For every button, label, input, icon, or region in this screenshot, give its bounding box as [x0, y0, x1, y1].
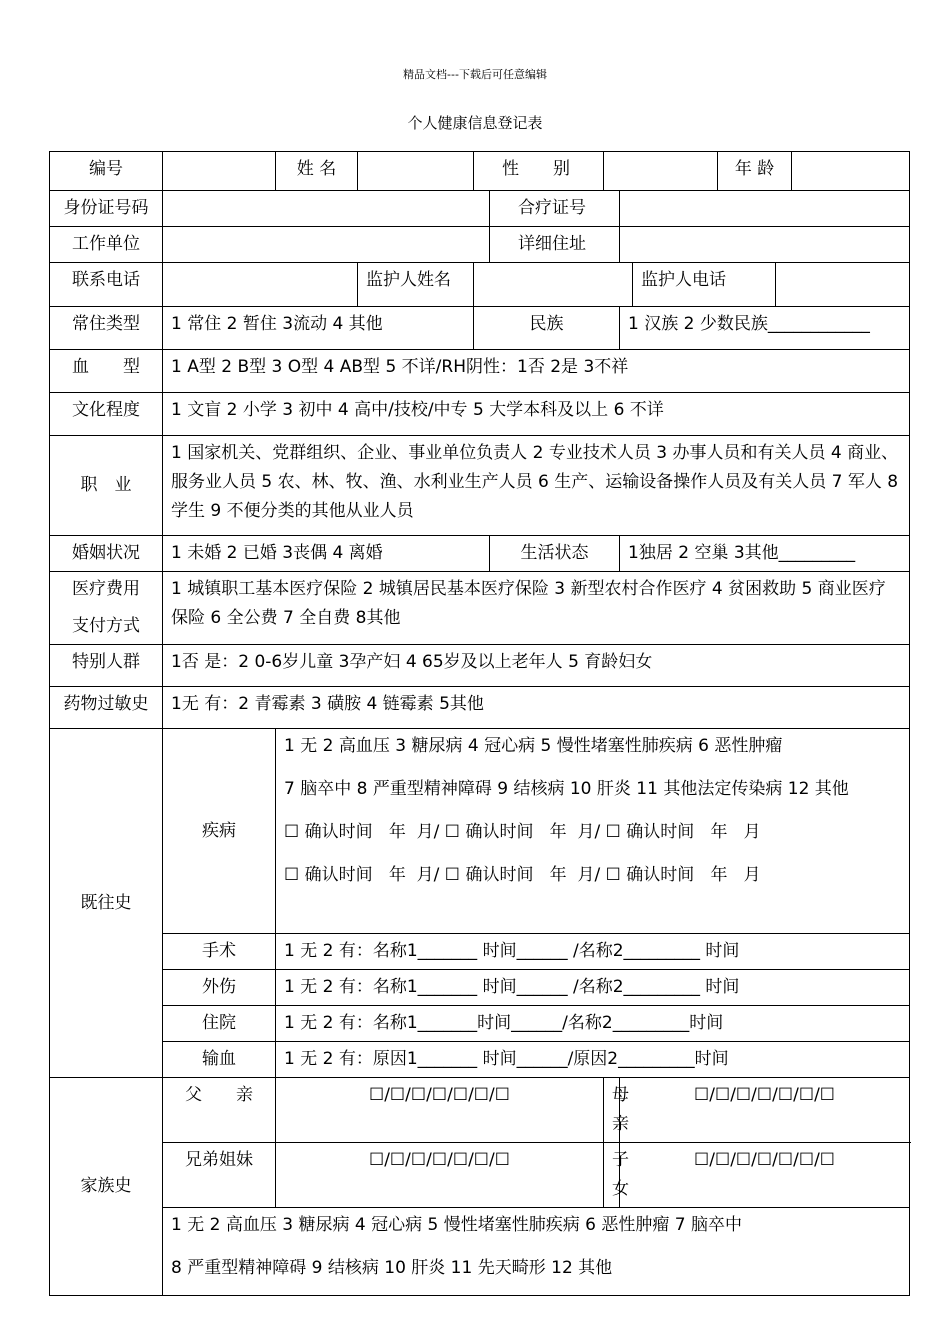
occupation-label: 职 业: [50, 436, 163, 536]
confirm-time-line-1[interactable]: ☐ 确认时间 年 月/ ☐ 确认时间 年 月/ ☐ 确认时间 年 月: [284, 822, 761, 842]
blood-type-options[interactable]: 1 A型 2 B型 3 O型 4 AB型 5 不详/RH阴性：1否 2是 3不祥: [163, 350, 910, 393]
family-disease-options[interactable]: [163, 1208, 910, 1296]
payment-label-line1: 医疗费用: [72, 579, 140, 599]
children-checkboxes[interactable]: ☐/☐/☐/☐/☐/☐/☐: [620, 1143, 910, 1208]
payment-label-line2: 支付方式: [72, 616, 140, 636]
disease-line-2: 7 脑卒中 8 严重型精神障碍 9 结核病 10 肝炎 11 其他法定传染病 12 其他: [284, 779, 849, 799]
allergy-label: 药物过敏史: [50, 687, 163, 729]
father-checkboxes[interactable]: ☐/☐/☐/☐/☐/☐/☐: [276, 1078, 604, 1143]
living-status-options[interactable]: 1独居 2 空巢 3其他_________: [620, 536, 910, 572]
name-field[interactable]: [358, 152, 474, 191]
injury-options[interactable]: 1 无 2 有：名称1_______ 时间______ /名称2_________ 时间: [276, 970, 910, 1006]
payment-label: [50, 572, 163, 645]
age-field[interactable]: [792, 152, 910, 191]
mother-label: 母 亲: [604, 1078, 620, 1143]
gender-field[interactable]: [604, 152, 718, 191]
special-group-label: 特别人群: [50, 645, 163, 687]
surgery-label: 手术: [163, 934, 276, 970]
father-label: 父 亲: [163, 1078, 276, 1143]
allergy-options[interactable]: 1无 有：2 青霉素 3 磺胺 4 链霉素 5其他: [163, 687, 910, 729]
injury-label: 外伤: [163, 970, 276, 1006]
guardian-phone-label: 监护人电话: [633, 263, 776, 307]
gender-label: 性 别: [474, 152, 604, 191]
coop-field[interactable]: [620, 191, 910, 227]
id-field[interactable]: [163, 152, 276, 191]
form-title: 个人健康信息登记表: [407, 114, 543, 132]
marital-label: 婚姻状况: [50, 536, 163, 572]
family-disease-line-2: 8 严重型精神障碍 9 结核病 10 肝炎 11 先天畸形 12 其他: [171, 1258, 613, 1278]
work-label: 工作单位: [50, 227, 163, 263]
ethnic-options[interactable]: 1 汉族 2 少数民族____________: [620, 307, 910, 350]
disease-line-1: 1 无 2 高血压 3 糖尿病 4 冠心病 5 慢性堵塞性肺疾病 6 恶性肿瘤: [284, 736, 783, 756]
guardian-field[interactable]: [474, 263, 633, 307]
family-disease-line-1: 1 无 2 高血压 3 糖尿病 4 冠心病 5 慢性堵塞性肺疾病 6 恶性肿瘤 7 脑卒中: [171, 1215, 742, 1235]
name-label: 姓 名: [276, 152, 358, 191]
guardian-phone-field[interactable]: [776, 263, 910, 307]
surgery-options[interactable]: 1 无 2 有：名称1_______ 时间______ /名称2_________ 时间: [276, 934, 910, 970]
medical-history-label: 既往史: [50, 729, 163, 1078]
education-label: 文化程度: [50, 393, 163, 436]
address-label: 详细住址: [490, 227, 620, 263]
disease-options[interactable]: [276, 729, 910, 934]
guardian-label: 监护人姓名: [358, 263, 474, 307]
family-history-label: 家族史: [50, 1078, 163, 1296]
transfusion-options[interactable]: 1 无 2 有：原因1_______ 时间______/原因2_________时间: [276, 1042, 910, 1078]
coop-label: 合疗证号: [490, 191, 620, 227]
children-label: 子 女: [604, 1143, 620, 1208]
age-label: 年 龄: [718, 152, 792, 191]
phone-label: 联系电话: [50, 263, 163, 307]
blood-type-label: 血 型: [50, 350, 163, 393]
hospitalization-options[interactable]: 1 无 2 有：名称1_______时间______/名称2_________时间: [276, 1006, 910, 1042]
siblings-checkboxes[interactable]: ☐/☐/☐/☐/☐/☐/☐: [276, 1143, 604, 1208]
marital-options[interactable]: 1 未婚 2 已婚 3丧偶 4 离婚: [163, 536, 490, 572]
siblings-label: 兄弟姐妹: [163, 1143, 276, 1208]
id-card-field[interactable]: [163, 191, 490, 227]
education-options[interactable]: 1 文盲 2 小学 3 初中 4 高中/技校/中专 5 大学本科及以上 6 不详: [163, 393, 910, 436]
residence-label: 常住类型: [50, 307, 163, 350]
living-status-label: 生活状态: [490, 536, 620, 572]
id-label: 编号: [50, 152, 163, 191]
phone-field[interactable]: [163, 263, 358, 307]
document-header-note: 精品文档---下载后可任意编辑: [403, 68, 547, 81]
address-field[interactable]: [620, 227, 910, 263]
ethnic-label: 民族: [474, 307, 620, 350]
special-group-options[interactable]: 1否 是：2 0-6岁儿童 3孕产妇 4 65岁及以上老年人 5 育龄妇女: [163, 645, 910, 687]
transfusion-label: 输血: [163, 1042, 276, 1078]
confirm-time-line-2[interactable]: ☐ 确认时间 年 月/ ☐ 确认时间 年 月/ ☐ 确认时间 年 月: [284, 865, 761, 885]
id-card-label: 身份证号码: [50, 191, 163, 227]
payment-options[interactable]: 1 城镇职工基本医疗保险 2 城镇居民基本医疗保险 3 新型农村合作医疗 4 贫困救助 5 商业医疗保险 6 全公费 7 全自费 8其他: [163, 572, 910, 645]
residence-options[interactable]: 1 常住 2 暂住 3流动 4 其他: [163, 307, 474, 350]
mother-checkboxes[interactable]: ☐/☐/☐/☐/☐/☐/☐: [620, 1078, 910, 1143]
health-registration-table: [49, 151, 910, 1296]
disease-label: 疾病: [163, 729, 276, 934]
occupation-options[interactable]: 1 国家机关、党群组织、企业、事业单位负责人 2 专业技术人员 3 办事人员和有关人员 4 商业、服务业人员 5 农、林、牧、渔、水利业生产人员 6 生产、运输设备操作人员及有关人员 7 军人 8 学生 9 不便分类的其他从业人员: [163, 436, 910, 536]
work-field[interactable]: [163, 227, 490, 263]
hospitalization-label: 住院: [163, 1006, 276, 1042]
